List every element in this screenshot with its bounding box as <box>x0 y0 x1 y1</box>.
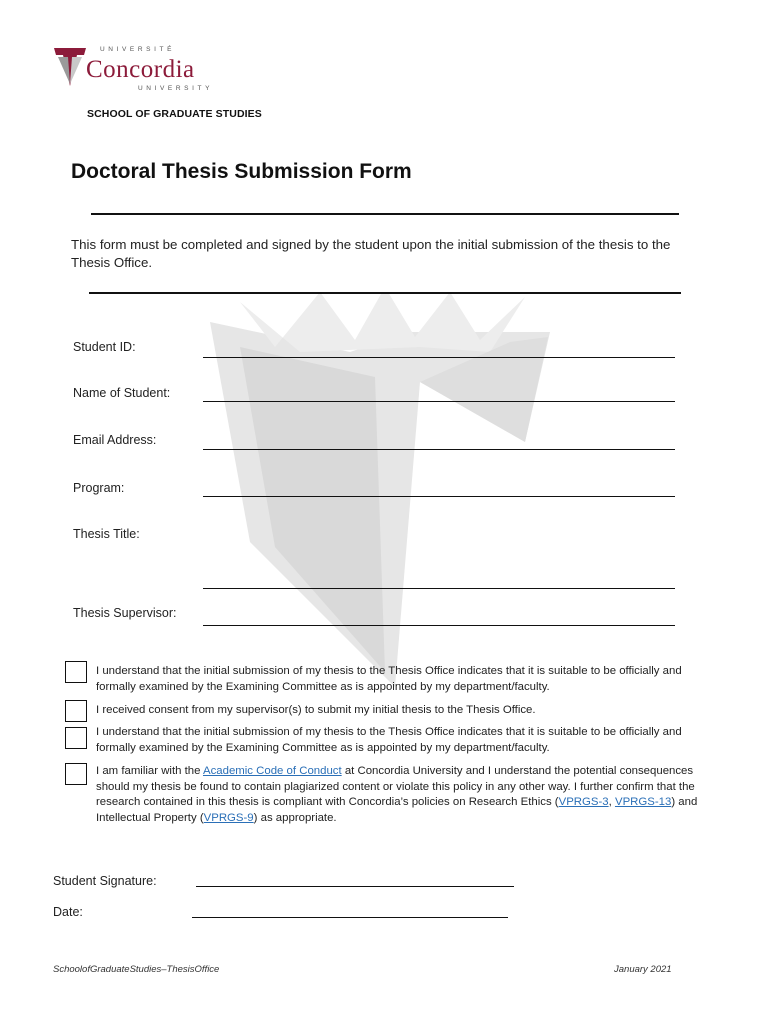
footer-date: January 2021 <box>614 964 672 975</box>
logo-universite: UNIVERSITÉ <box>100 46 176 53</box>
title-rule <box>91 213 679 215</box>
form-intro: This form must be completed and signed by the student upon the initial submission of the thesis to the Thesis Office. <box>71 237 671 270</box>
ack-4-text-a: I am familiar with the <box>96 765 203 777</box>
student-id-field[interactable] <box>203 357 675 358</box>
vprgs-13-link[interactable]: VPRGS-13 <box>614 796 672 808</box>
concordia-shield-icon <box>52 46 88 90</box>
date-field[interactable] <box>192 917 508 918</box>
date-label: Date: <box>53 905 83 919</box>
program-label: Program: <box>73 481 125 495</box>
ack-checkbox-3[interactable] <box>65 727 87 749</box>
ack-4-text-d: ) and Intellectual Property ( <box>96 796 698 824</box>
thesis-title-field[interactable] <box>203 588 675 589</box>
vprgs-3-link[interactable]: VPRGS-3 <box>558 796 609 808</box>
student-signature-field[interactable] <box>196 886 514 887</box>
logo-wordmark: Concordia <box>86 56 195 83</box>
supervisor-field[interactable] <box>203 625 675 626</box>
academic-code-link[interactable]: Academic Code of Conduct <box>202 765 342 777</box>
supervisor-label: Thesis Supervisor: <box>73 606 177 620</box>
student-name-field[interactable] <box>203 401 675 402</box>
program-field[interactable] <box>203 496 675 497</box>
ack-text-1: I understand that the initial submission of my thesis to the Thesis Office indicates that it is suitable to be officially and formally examined by the Examining Committee as is appointed by my department/faculty. <box>96 665 682 693</box>
ack-checkbox-4[interactable] <box>65 763 87 785</box>
student-name-label: Name of Student: <box>73 386 171 400</box>
ack-checkbox-2[interactable] <box>65 700 87 722</box>
ack-4-text-e: ) as appropriate. <box>253 811 337 824</box>
form-title: Doctoral Thesis Submission Form <box>71 160 412 183</box>
logo-university: UNIVERSITY <box>138 85 214 92</box>
ack-4-text-c: , <box>608 796 615 808</box>
ack-checkbox-1[interactable] <box>65 661 87 683</box>
thesis-title-label: Thesis Title: <box>73 527 140 541</box>
concordia-watermark-icon <box>180 292 580 692</box>
ack-text-2: I received consent from my supervisor(s) to submit my initial thesis to the Thesis Office. <box>96 704 536 716</box>
ack-text-4 <box>96 764 702 826</box>
ack-text-3: I understand that the initial submission of my thesis to the Thesis Office indicates that it is suitable to be officially and formally examined by the Examining Committee as is appointed by my department/faculty. <box>96 726 682 754</box>
intro-rule <box>89 292 681 294</box>
ack-4-text-b: at Concordia University and I understand the potential consequences should my thesis be found to contain plagiarized content or violate this policy in any other way. I further confirm that the research contained in this thesis is compliant with Concordia’s policies on Research Ethics ( <box>96 765 695 808</box>
vprgs-9-link[interactable]: VPRGS-9 <box>203 811 254 824</box>
student-id-label: Student ID: <box>73 340 136 354</box>
footer-office: SchoolofGraduateStudies–ThesisOffice <box>53 964 220 975</box>
email-field[interactable] <box>203 449 675 450</box>
email-label: Email Address: <box>73 433 157 447</box>
concordia-logo <box>52 44 232 100</box>
student-signature-label: Student Signature: <box>53 874 157 888</box>
school-name: SCHOOL OF GRADUATE STUDIES <box>87 108 262 120</box>
